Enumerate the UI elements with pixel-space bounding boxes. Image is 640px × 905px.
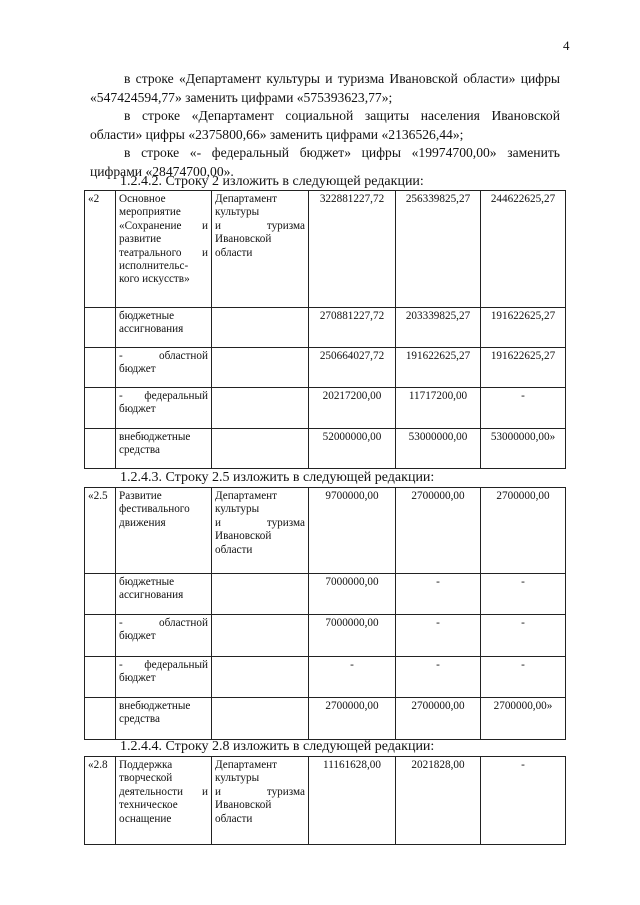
heading-row-2-5: 1.2.4.3. Строку 2.5 изложить в следующей редакции: xyxy=(120,470,435,485)
value-cell: 7000000,00 xyxy=(309,574,396,615)
table-row xyxy=(85,191,566,308)
table-row-2-8 xyxy=(84,756,566,845)
value-cell: - xyxy=(481,574,566,615)
heading-row-2-8: 1.2.4.4. Строку 2.8 изложить в следующей редакции: xyxy=(120,739,435,754)
measure-name: Развитие фестивального движения xyxy=(116,488,212,574)
measure-name: Поддержка творческой деятельности и техническое оснащение xyxy=(116,757,212,845)
value-cell: 11717200,00 xyxy=(396,388,481,429)
table-row-2 xyxy=(84,190,566,469)
page-number: 4 xyxy=(563,38,570,53)
row-number: «2.5 xyxy=(85,488,116,574)
value-cell: 2021828,00 xyxy=(396,757,481,845)
row-number: «2.8 xyxy=(85,757,116,845)
value-cell: - xyxy=(481,757,566,845)
value-cell: 191622625,27 xyxy=(481,348,566,388)
table-row xyxy=(85,698,566,740)
value-cell: 256339825,27 xyxy=(396,191,481,308)
measure-name: Основное мероприятие «Сохранение и развитие театрального и исполнительс- кого искусств» xyxy=(116,191,212,308)
value-cell: 2700000,00 xyxy=(396,488,481,574)
value-cell: - xyxy=(481,657,566,698)
value-cell: 270881227,72 xyxy=(309,308,396,348)
table-row xyxy=(85,657,566,698)
department: Департамент культуры и туризма Ивановской области xyxy=(212,757,309,845)
table-row xyxy=(85,388,566,429)
value-cell: 20217200,00 xyxy=(309,388,396,429)
row-label: бюджетные ассигнования xyxy=(116,574,212,615)
row-label: внебюджетные средства xyxy=(116,698,212,740)
row-label: - федеральный бюджет xyxy=(116,388,212,429)
table-row xyxy=(85,488,566,574)
value-cell: 322881227,72 xyxy=(309,191,396,308)
value-cell: - xyxy=(396,657,481,698)
value-cell: 53000000,00» xyxy=(481,429,566,469)
value-cell: - xyxy=(396,574,481,615)
value-cell: - xyxy=(481,388,566,429)
value-cell: 9700000,00 xyxy=(309,488,396,574)
paragraph-culture: в строке «Департамент культуры и туризма Ивановской области» цифры «547424594,77» заменить цифрами «575393623,77»; xyxy=(90,71,560,105)
value-cell: - xyxy=(481,615,566,657)
row-label: - федеральный бюджет xyxy=(116,657,212,698)
table-row xyxy=(85,348,566,388)
row-label: внебюджетные средства xyxy=(116,429,212,469)
value-cell: 244622625,27 xyxy=(481,191,566,308)
table-row xyxy=(85,429,566,469)
value-cell: 2700000,00 xyxy=(309,698,396,740)
value-cell: 191622625,27 xyxy=(481,308,566,348)
paragraph-federal: в строке «- федеральный бюджет» цифры «19974700,00» заменить цифрами «28474700,00». xyxy=(90,145,560,179)
value-cell: - xyxy=(309,657,396,698)
value-cell: 250664027,72 xyxy=(309,348,396,388)
value-cell: 53000000,00 xyxy=(396,429,481,469)
value-cell: 2700000,00» xyxy=(481,698,566,740)
value-cell: 2700000,00 xyxy=(481,488,566,574)
value-cell: 2700000,00 xyxy=(396,698,481,740)
value-cell: 191622625,27 xyxy=(396,348,481,388)
row-label: - областной бюджет xyxy=(116,615,212,657)
table-row xyxy=(85,757,566,845)
row-label: - областной бюджет xyxy=(116,348,212,388)
heading-row-2: 1.2.4.2. Строку 2 изложить в следующей редакции: xyxy=(120,174,424,189)
row-number: «2 xyxy=(85,191,116,308)
value-cell: - xyxy=(396,615,481,657)
value-cell: 203339825,27 xyxy=(396,308,481,348)
value-cell: 7000000,00 xyxy=(309,615,396,657)
department: Департамент культуры и туризма Ивановской области xyxy=(212,488,309,574)
table-row xyxy=(85,574,566,615)
table-row xyxy=(85,615,566,657)
row-label: бюджетные ассигнования xyxy=(116,308,212,348)
department: Департамент культуры и туризма Ивановской области xyxy=(212,191,309,308)
paragraph-social: в строке «Департамент социальной защиты населения Ивановской области» цифры «2375800,66» заменить цифрами «2136526,44»; xyxy=(90,108,560,142)
value-cell: 52000000,00 xyxy=(309,429,396,469)
value-cell: 11161628,00 xyxy=(309,757,396,845)
table-row-2-5 xyxy=(84,487,566,740)
table-row xyxy=(85,308,566,348)
